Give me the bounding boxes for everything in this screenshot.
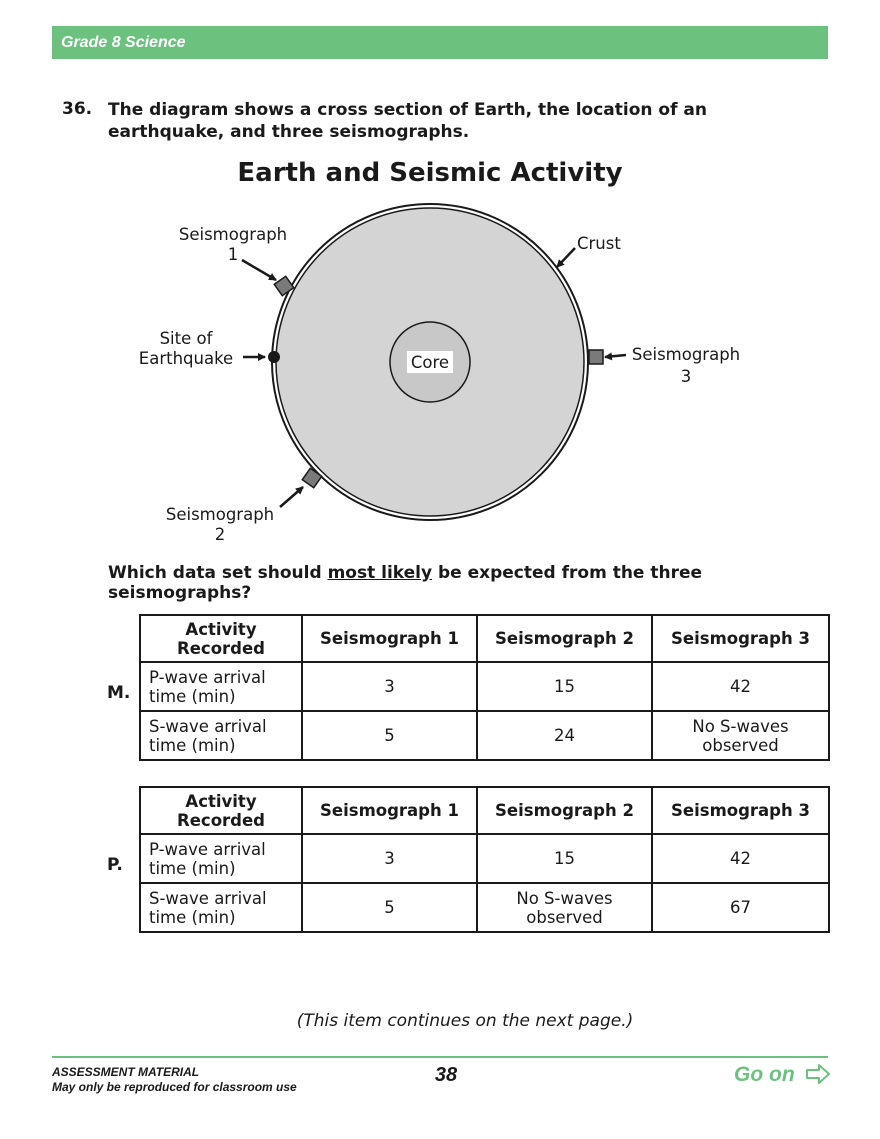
diagram-title: Earth and Seismic Activity	[237, 158, 623, 188]
table-row	[140, 834, 829, 883]
header-seismograph-1: Seismograph 1	[302, 615, 477, 662]
header-seismograph-3: Seismograph 3	[652, 615, 829, 662]
grade-banner: Grade 8 Science	[52, 26, 828, 59]
option-p-table	[139, 786, 830, 933]
table-cell: No S-waves observed	[477, 883, 652, 932]
table-row	[140, 883, 829, 932]
row-label: S-wave arrival time (min)	[140, 711, 302, 760]
reproduce-label: May only be reproduced for classroom use	[52, 1080, 297, 1094]
table-header-row	[140, 787, 829, 834]
earthquake-site-marker	[268, 351, 280, 363]
header-seismograph-2: Seismograph 2	[477, 787, 652, 834]
seismograph-3-label-line1: Seismograph	[631, 345, 741, 364]
prompt-emphasis: most likely	[327, 563, 433, 583]
header-seismograph-3: Seismograph 3	[652, 787, 829, 834]
seismograph-1-arrow	[242, 260, 276, 280]
row-label: S-wave arrival time (min)	[140, 883, 302, 932]
table-cell: 3	[302, 662, 477, 711]
table-cell: 42	[652, 662, 829, 711]
seismograph-3-arrow	[605, 355, 626, 357]
continues-note: (This item continues on the next page.)	[296, 1011, 634, 1031]
table-cell: 24	[477, 711, 652, 760]
table-row	[140, 711, 829, 760]
answer-prompt	[108, 563, 748, 603]
footer-divider	[52, 1056, 828, 1058]
header-activity-recorded: Activity Recorded	[140, 615, 302, 662]
table-cell: 5	[302, 711, 477, 760]
earth-cross-section-diagram	[0, 190, 880, 550]
crust-arrow	[557, 248, 575, 267]
go-on-label: Go on	[734, 1063, 795, 1086]
header-seismograph-1: Seismograph 1	[302, 787, 477, 834]
row-label: P-wave arrival time (min)	[140, 662, 302, 711]
question-text	[108, 99, 758, 143]
table-header-row	[140, 615, 829, 662]
header-seismograph-2: Seismograph 2	[477, 615, 652, 662]
seismograph-2-arrow	[280, 487, 303, 507]
site-label-line2: Earthquake	[138, 349, 234, 368]
table-cell: 5	[302, 883, 477, 932]
page-number: 38	[434, 1064, 458, 1086]
seismograph-3-label-line2: 3	[680, 367, 692, 386]
question-number: 36.	[62, 99, 93, 119]
arrow-right-icon	[805, 1064, 831, 1084]
table-cell: 3	[302, 834, 477, 883]
option-letter-m[interactable]: M.	[107, 683, 131, 703]
table-cell: 67	[652, 883, 829, 932]
seismograph-2-label-line2: 2	[214, 525, 226, 544]
option-m-table	[139, 614, 830, 761]
seismograph-1-label-line2: 1	[227, 245, 239, 264]
core-label: Core	[410, 353, 450, 372]
table-cell: 15	[477, 834, 652, 883]
table-cell: 42	[652, 834, 829, 883]
table-row	[140, 662, 829, 711]
question-line-2: earthquake, and three seismographs.	[108, 122, 470, 142]
prompt-text-before: Which data set should	[108, 563, 328, 583]
seismograph-1-label-line1: Seismograph	[178, 225, 288, 244]
assessment-label: ASSESSMENT MATERIAL	[52, 1065, 200, 1079]
seismograph-3-marker	[589, 350, 603, 364]
table-cell: No S-waves observed	[652, 711, 829, 760]
seismograph-2-label-line1: Seismograph	[165, 505, 275, 524]
row-label: P-wave arrival time (min)	[140, 834, 302, 883]
prompt-text-after: be expected from the three seismographs?	[108, 563, 703, 603]
go-on-link[interactable]	[734, 1063, 831, 1087]
site-label-line1: Site of	[159, 329, 213, 348]
option-letter-p[interactable]: P.	[107, 855, 123, 875]
question-line-1: The diagram shows a cross section of Earth, the location of an	[108, 100, 708, 120]
header-activity-recorded: Activity Recorded	[140, 787, 302, 834]
crust-label: Crust	[577, 234, 621, 253]
table-cell: 15	[477, 662, 652, 711]
